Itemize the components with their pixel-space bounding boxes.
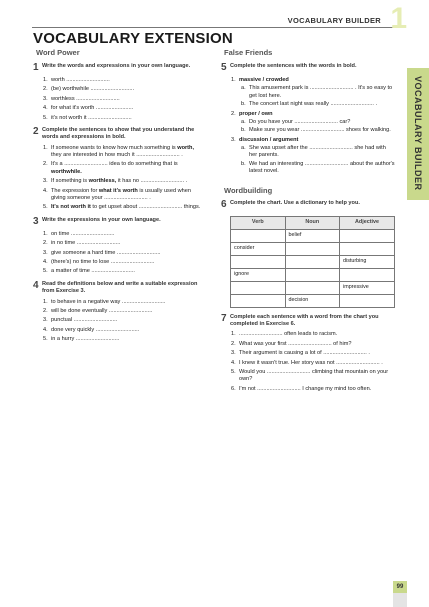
list-item: 2. will be done eventually ............................ — [43, 307, 153, 314]
exercise-4-items — [33, 299, 201, 344]
exercise-instruction: Read the definitions below and write a suitable expression from Exercise 3. — [42, 280, 198, 295]
list-item: 4. (there's) no time to lose ............................ — [43, 259, 155, 266]
exercise-instruction: Write the words and expressions in your own language. — [42, 62, 191, 69]
exercise-1-items — [33, 77, 201, 122]
table-cell — [340, 268, 395, 281]
exercise-number: 6 — [221, 199, 227, 211]
list-item: 4. I knew it wasn't true. Her story was not ............................ . — [231, 359, 383, 366]
page-number: 99 — [393, 581, 407, 593]
table-row — [231, 268, 395, 281]
table-cell — [285, 255, 339, 268]
page-corner-bar — [393, 593, 407, 607]
table-cell — [340, 294, 395, 307]
list-item: 3. punctual ............................ — [43, 317, 118, 324]
table-cell — [231, 229, 286, 242]
column-header-noun: Noun — [285, 216, 339, 229]
word-pair: proper / own — [239, 110, 273, 117]
exercise-3-items — [33, 231, 201, 276]
word-pair: massive / crowded — [239, 77, 289, 84]
exercise-4-heading — [33, 281, 201, 296]
sub-item: a. This amusement park is ............................ . It's so easy to get lost here. — [241, 85, 393, 99]
unit-number: 1 — [390, 2, 407, 35]
sub-item: a. Do you have your ............................ car? — [241, 118, 351, 125]
exercise-number: 7 — [221, 312, 227, 324]
table-row — [231, 281, 395, 294]
list-item: 1. ............................ often leads to racism. — [231, 331, 338, 338]
section-heading-word-power: Word Power — [36, 48, 80, 57]
list-item: 4. The expression for what it's worth is usually used when giving someone your ............................ . — [43, 187, 191, 201]
table-cell: disturbing — [340, 255, 395, 268]
table-cell — [231, 281, 286, 294]
exercise-number: 2 — [33, 125, 39, 137]
exercise-2-items — [33, 145, 201, 212]
list-item: 3. worthless ............................ — [43, 95, 120, 102]
sub-item: a. She was upset after the ............................ she had with her parents. — [241, 145, 386, 159]
list-item: 6. I'm not ............................ I change my mind too often. — [231, 385, 372, 392]
table-cell: impressive — [340, 281, 395, 294]
list-item: 5. in a hurry ............................ — [43, 336, 120, 343]
list-item: 5. Would you ............................ climbing that mountain on your own? — [231, 368, 389, 383]
table-cell — [285, 242, 339, 255]
table-cell: consider — [231, 242, 286, 255]
exercise-number: 5 — [221, 61, 227, 73]
list-item: 3. give someone a hard time ............................ — [43, 249, 161, 256]
list-item: 5. It's not worth it to get upset about ............................ things. — [43, 204, 201, 211]
exercise-5-items — [221, 77, 395, 176]
table-row — [231, 229, 395, 242]
list-item: 5. it's not worth it ............................ — [43, 114, 132, 121]
side-tab-label: VOCABULARY BUILDER — [413, 76, 423, 191]
exercise-number: 1 — [33, 61, 39, 73]
section-heading-false-friends: False Friends — [224, 48, 273, 57]
table-cell — [231, 294, 286, 307]
table-row — [231, 242, 395, 255]
table-header-row — [231, 216, 395, 229]
table-cell — [340, 229, 395, 242]
list-item: 2. It's a ............................ idea to do something that is worthwhile. — [43, 161, 178, 175]
list-item: 5. a matter of time ............................ — [43, 268, 135, 275]
page-title: VOCABULARY EXTENSION — [33, 30, 233, 47]
list-item: 4. done very quickly ............................ — [43, 326, 140, 333]
table-row — [231, 294, 395, 307]
list-item: 1. worth ............................ — [43, 77, 110, 84]
exercise-5-heading — [221, 63, 395, 74]
exercise-2-heading — [33, 127, 201, 142]
header-label: VOCABULARY BUILDER — [287, 16, 381, 25]
header-rule — [32, 27, 405, 28]
exercise-instruction: Complete the chart. Use a dictionary to help you. — [230, 200, 360, 207]
column-header-verb: Verb — [231, 216, 286, 229]
exercise-7-items — [221, 331, 395, 393]
sub-item: b. We had an interesting ............................ about the author's latest novel. — [241, 160, 395, 175]
list-item: 3. Their argument is causing a lot of ............................ . — [231, 350, 370, 357]
list-item: 3. discussion / argument a. She was upset after the ............................ she had with her parents. b. We had an interesting ............................ about the author's latest novel. — [231, 136, 395, 175]
list-item: 1. If someone wants to know how much something is worth, they are interested in how much it ............................ . — [43, 144, 195, 159]
word-pair: discussion / argument — [239, 136, 299, 143]
section-heading-wordbuilding: Wordbuilding — [224, 185, 273, 195]
table-cell — [340, 242, 395, 255]
sub-item: b. Make sure you wear ............................ shoes for walking. — [241, 127, 391, 134]
right-column — [221, 48, 395, 398]
exercise-3-heading — [33, 217, 201, 228]
exercise-7-heading — [221, 314, 395, 329]
table-cell: decision — [285, 294, 339, 307]
table-cell: belief — [285, 229, 339, 242]
list-item: 1. on time ............................ — [43, 230, 115, 237]
exercise-6-heading — [221, 200, 395, 211]
table-row — [231, 255, 395, 268]
exercise-instruction: Write the expressions in your own language. — [42, 216, 161, 223]
list-item: 2. (be) worthwhile ............................ — [43, 86, 134, 93]
exercise-1-heading — [33, 63, 201, 74]
exercise-number: 3 — [33, 215, 39, 227]
list-item: 2. in no time ............................ — [43, 240, 121, 247]
sub-item: b. The concert last night was really ............................ . — [241, 101, 378, 108]
exercise-instruction: Complete each sentence with a word from the chart you completed in Exercise 6. — [230, 313, 379, 328]
exercise-instruction: Complete the sentences with the words in bold. — [230, 62, 357, 69]
list-item: 1. massive / crowded a. This amusement park is ............................ . It's so easy to get lost here. b. The concert last night was really ............................ . — [231, 77, 395, 109]
table-cell: ignore — [231, 268, 286, 281]
table-cell — [231, 255, 286, 268]
exercise-number: 4 — [33, 279, 39, 291]
left-column — [33, 48, 201, 348]
list-item: 2. proper / own a. Do you have your ............................ car? b. Make sure you wear ............................ shoes for walking. — [231, 111, 395, 135]
list-item: 1. to behave in a negative way ............................ — [43, 298, 166, 305]
column-header-adjective: Adjective — [340, 216, 395, 229]
list-item: 4. for what it's worth ........................ — [43, 105, 134, 112]
list-item: 3. If something is worthless, it has no ............................ . — [43, 178, 188, 185]
table-cell — [285, 281, 339, 294]
table-cell — [285, 268, 339, 281]
exercise-instruction: Complete the sentences to show that you understand the words and expressions in bold. — [42, 126, 195, 141]
wordbuilding-chart — [230, 216, 395, 308]
list-item: 2. What was your first ............................ of him? — [231, 340, 352, 347]
